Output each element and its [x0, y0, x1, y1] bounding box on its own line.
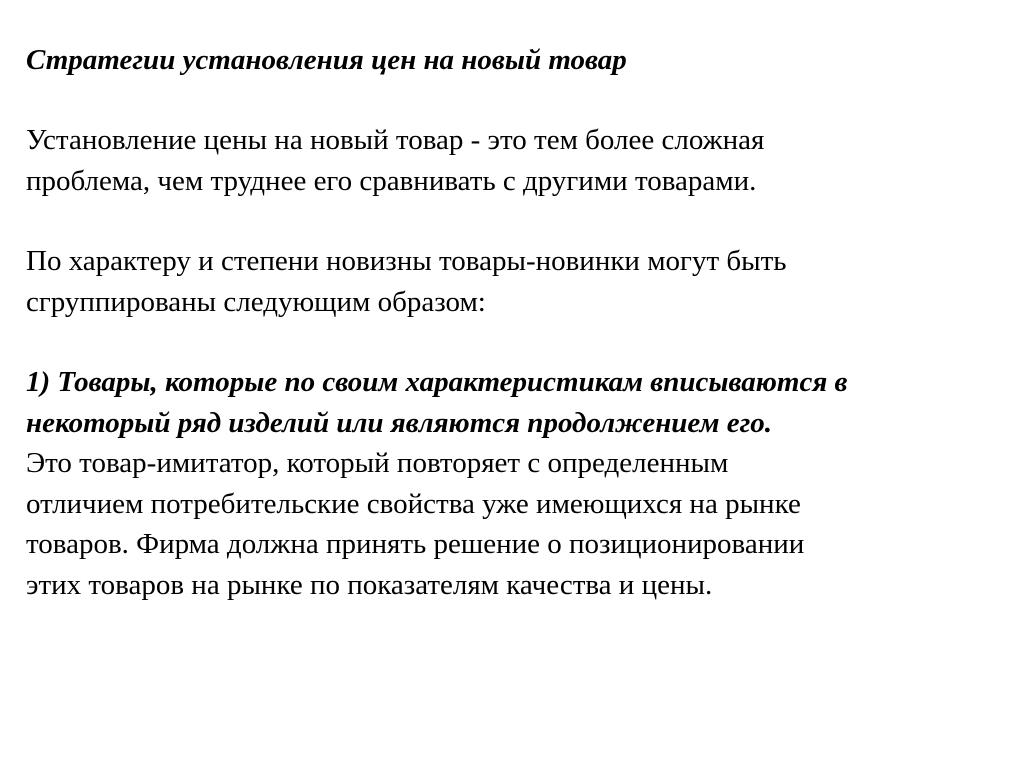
text-line: сгруппированы следующим образом:	[26, 285, 486, 318]
spacer	[26, 80, 1006, 120]
item-1-body-line: Это товар-имитатор, который повторяет с определенным	[26, 447, 729, 479]
item-1-body-line: этих товаров на рынке по показателям качества и цены.	[26, 568, 713, 601]
spacer	[26, 322, 1006, 362]
paragraph-pricing-difficulty	[26, 120, 1006, 201]
text-line: проблема, чем труднее его сравнивать с другими товарами.	[26, 164, 757, 197]
item-1-body-line: отличием потребительские свойства уже имеющихся на рынке	[26, 487, 801, 520]
slide-title: Стратегии установления цен на новый товар	[26, 44, 627, 76]
text-line: По характеру и степени новизны товары-новинки могут быть	[26, 245, 787, 277]
item-1-heading-line: 1) Товары, которые по своим характеристикам вписываются в	[26, 366, 848, 398]
item-1	[26, 362, 1006, 605]
spacer	[26, 201, 1006, 241]
paragraph-novelty-grouping	[26, 241, 1006, 322]
item-1-body-line: товаров. Фирма должна принять решение о позиционировании	[26, 528, 805, 560]
slide-content	[26, 40, 1006, 605]
text-line: Установление цены на новый товар - это тем более сложная	[26, 124, 765, 156]
item-1-heading-line: некоторый ряд изделий или являются продолжением его.	[26, 406, 773, 439]
